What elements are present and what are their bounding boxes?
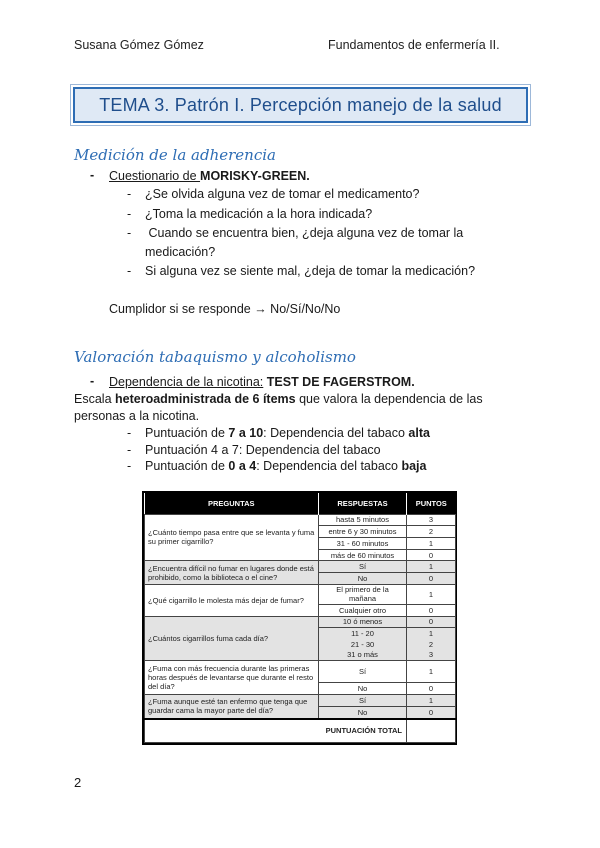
score-pre: Puntuación de bbox=[145, 426, 229, 440]
points-cell: 1 bbox=[407, 628, 456, 639]
header-author: Susana Gómez Gómez bbox=[74, 38, 204, 52]
compliance-note: Cumplidor si se responde → No/Sí/No/No bbox=[109, 302, 341, 316]
bullet-dash: - bbox=[90, 168, 95, 182]
col-header-points: PUNTOS bbox=[407, 493, 456, 514]
answer-cell: No bbox=[319, 683, 407, 695]
score-line-high bbox=[145, 425, 430, 442]
question-cell: ¿Encuentra difícil no fumar en lugares donde está prohibido, como la biblioteca o el cine? bbox=[145, 561, 319, 584]
points-cell: 1 bbox=[407, 561, 456, 573]
fagerstrom-prefix: Dependencia de la nicotina: bbox=[109, 375, 264, 389]
question-cell: ¿Qué cigarrillo le molesta más dejar de fumar? bbox=[145, 584, 319, 616]
score-range: 0 a 4 bbox=[228, 459, 257, 473]
points-cell: 0 bbox=[407, 683, 456, 695]
total-label: PUNTUACIÓN TOTAL bbox=[145, 719, 407, 743]
question-cell: ¿Fuma con más frecuencia durante las primeras horas después de levantarse que durante el resto del día? bbox=[145, 661, 319, 695]
table-header-row bbox=[145, 493, 456, 514]
fagerstrom-bold: TEST DE FAGERSTROM. bbox=[263, 375, 415, 389]
chapter-title-box bbox=[73, 87, 528, 123]
morisky-question: ¿Toma la medicación a la hora indicada? bbox=[145, 207, 373, 221]
question-cell: ¿Cuántos cigarrillos fuma cada día? bbox=[145, 616, 319, 661]
points-cell: 2 bbox=[407, 639, 456, 650]
table-row bbox=[145, 584, 456, 604]
table-total-row bbox=[145, 719, 456, 743]
section-heading-smoking: Valoración tabaquismo y alcoholismo bbox=[74, 348, 356, 366]
morisky-bold: MORISKY-GREEN. bbox=[200, 169, 310, 183]
question-dash: - bbox=[127, 226, 132, 240]
answer-cell: 31 o más bbox=[319, 649, 407, 660]
col-header-answers: RESPUESTAS bbox=[319, 493, 407, 514]
score-level: baja bbox=[401, 459, 427, 473]
score-mid: : Dependencia del tabaco bbox=[256, 459, 402, 473]
points-cell: 3 bbox=[407, 649, 456, 660]
scale-post: que valora la dependencia de las bbox=[295, 392, 483, 406]
answer-cell: entre 6 y 30 minutos bbox=[319, 526, 407, 538]
answer-cell: 11 - 20 bbox=[319, 628, 407, 639]
table-row bbox=[145, 661, 456, 683]
points-cell: 1 bbox=[407, 661, 456, 683]
morisky-bullet bbox=[109, 168, 310, 185]
section-heading-adherence: Medición de la adherencia bbox=[74, 146, 276, 164]
fagerstrom-bullet bbox=[109, 374, 415, 391]
chapter-title: TEMA 3. Patrón I. Percepción manejo de la salud bbox=[99, 94, 502, 115]
points-cell: 1 bbox=[407, 537, 456, 549]
question-dash: - bbox=[127, 187, 132, 201]
header-course: Fundamentos de enfermería II. bbox=[328, 38, 500, 52]
scale-bold: heteroadministrada de 6 ítems bbox=[115, 392, 296, 406]
score-mid: : Dependencia del tabaco bbox=[263, 426, 409, 440]
question-dash: - bbox=[127, 207, 132, 221]
question-dash: - bbox=[127, 264, 132, 278]
answer-cell: No bbox=[319, 706, 407, 718]
morisky-question: Cuando se encuentra bien, ¿deja alguna vez de tomar la bbox=[145, 226, 464, 240]
points-cell: 0 bbox=[407, 616, 456, 628]
morisky-question: Si alguna vez se siente mal, ¿deja de tomar la medicación? bbox=[145, 264, 476, 278]
points-cell: 0 bbox=[407, 604, 456, 616]
score-pre: Puntuación de bbox=[145, 459, 229, 473]
answer-cell: Sí bbox=[319, 561, 407, 573]
answer-cell: más de 60 minutos bbox=[319, 549, 407, 561]
morisky-question: ¿Se olvida alguna vez de tomar el medicamento? bbox=[145, 187, 420, 201]
points-cell: 0 bbox=[407, 573, 456, 585]
table-row bbox=[145, 561, 456, 573]
answer-cell: 21 - 30 bbox=[319, 639, 407, 650]
table-row bbox=[145, 514, 456, 526]
scale-description bbox=[74, 391, 483, 408]
answer-cell: El primero de la mañana bbox=[319, 584, 407, 604]
page-number: 2 bbox=[74, 775, 82, 790]
morisky-prefix: Cuestionario de bbox=[109, 169, 201, 183]
answer-cell: No bbox=[319, 573, 407, 585]
answer-cell: hasta 5 minutos bbox=[319, 514, 407, 526]
answer-cell: 10 ó menos bbox=[319, 616, 407, 628]
col-header-questions: PREGUNTAS bbox=[145, 493, 319, 514]
scale-description-line2: personas a la nicotina. bbox=[74, 409, 200, 423]
table-row bbox=[145, 616, 456, 628]
answer-cell: 31 - 60 minutos bbox=[319, 537, 407, 549]
total-value bbox=[407, 719, 456, 743]
scale-pre: Escala bbox=[74, 392, 115, 406]
score-dash: - bbox=[127, 459, 132, 473]
score-line-low bbox=[145, 458, 426, 475]
score-level: alta bbox=[408, 426, 430, 440]
points-cell: 2 bbox=[407, 526, 456, 538]
table-row bbox=[145, 694, 456, 706]
question-cell: ¿Fuma aunque esté tan enfermo que tenga que guardar cama la mayor parte del día? bbox=[145, 694, 319, 718]
points-cell: 1 bbox=[407, 584, 456, 604]
answer-cell: Sí bbox=[319, 694, 407, 706]
score-line-mid: Puntuación 4 a 7: Dependencia del tabaco bbox=[145, 443, 381, 457]
points-cell: 1 bbox=[407, 694, 456, 706]
score-range: 7 a 10 bbox=[228, 426, 264, 440]
morisky-question-cont: medicación? bbox=[145, 245, 216, 259]
points-cell: 0 bbox=[407, 706, 456, 718]
bullet-dash: - bbox=[90, 374, 95, 388]
answer-cell: Cualquier otro bbox=[319, 604, 407, 616]
answer-cell: Sí bbox=[319, 661, 407, 683]
points-cell: 3 bbox=[407, 514, 456, 526]
score-dash: - bbox=[127, 426, 132, 440]
points-cell: 0 bbox=[407, 549, 456, 561]
score-dash: - bbox=[127, 443, 132, 457]
question-cell: ¿Cuánto tiempo pasa entre que se levanta y fuma su primer cigarrillo? bbox=[145, 514, 319, 561]
fagerstrom-table bbox=[142, 491, 457, 745]
